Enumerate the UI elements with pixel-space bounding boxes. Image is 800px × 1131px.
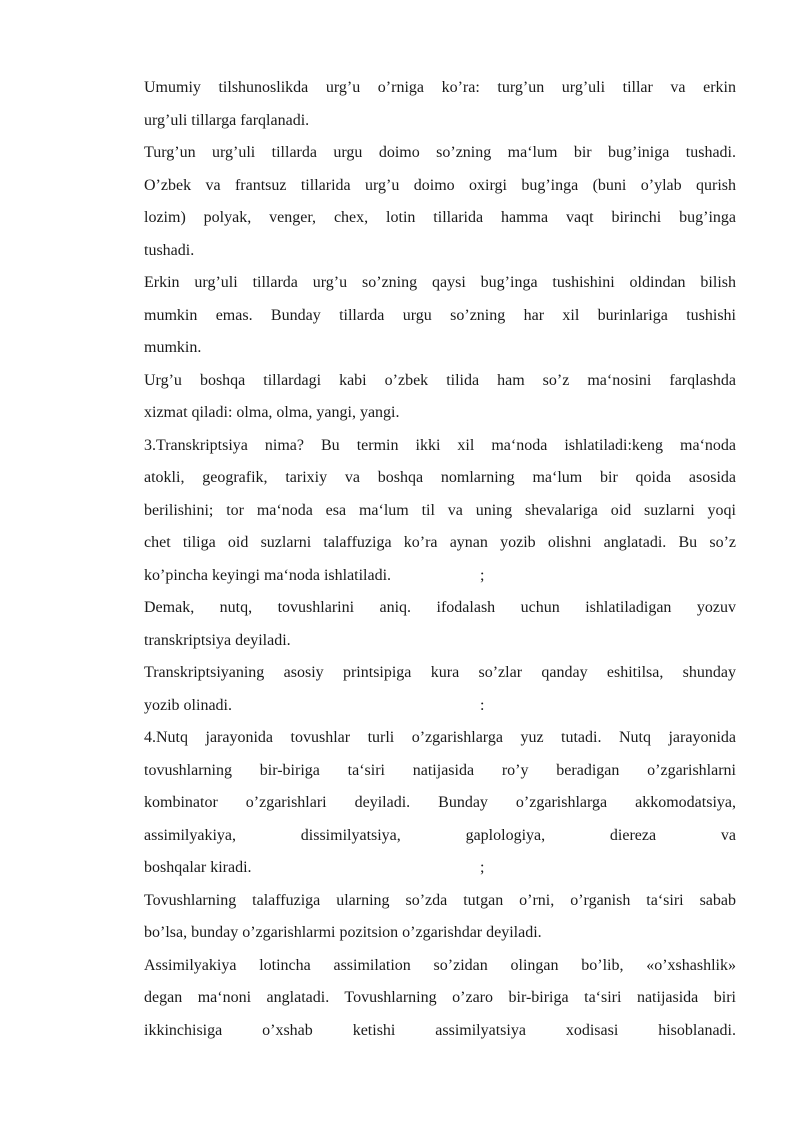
text-line-8: mumkin emas. Bunday tillarda urgu so’zning har xil burinlariga tushishi <box>144 306 736 324</box>
text-line-30: ikkinchisiga o’xshab ketishi assimilyatsiya xodisasi hisoblanadi. <box>144 1021 736 1039</box>
trailing-semicolon-mark-2: ; <box>480 859 485 876</box>
text-line-17: Demak, nutq, tovushlarini aniq. ifodalash uchun ishlatiladigan yozuv <box>144 599 736 616</box>
text-line-28: Assimilyakiya lotincha assimilation so’zidan olingan bo’lib, «o’xshashlik» <box>144 956 736 974</box>
text-line-1: Umumiy tilshunoslikda urg’u o’rniga ko’ra: turg’un urg’uli tillar va erkin <box>144 79 736 96</box>
text-line-24: assimilyakiya, dissimilyatsiya, gaplologiya, diereza va <box>144 826 736 844</box>
text-line-6: tushadi. <box>144 241 195 259</box>
text-line-4: O’zbek va frantsuz tillarida urg’u doimo oxirgi bug’inga (buni o’ylab qurish <box>144 176 736 194</box>
trailing-colon-mark: : <box>480 696 485 714</box>
text-line-21: 4.Nutq jarayonida tovushlar turli o’zgarishlarga yuz tutadi. Nutq jarayonida <box>144 729 736 746</box>
text-line-18: transkriptsiya deyiladi. <box>144 631 291 649</box>
text-line-20-content: yozib olinadi. <box>144 696 232 714</box>
text-line-25 <box>144 852 736 885</box>
text-line-3: Turg’un urg’uli tillarda urgu doimo so’zning ma‘lum bir bug’iniga tushadi. <box>144 144 736 161</box>
text-line-25-content: boshqalar kiradi. <box>144 859 252 876</box>
text-line-22: tovushlarning bir-biriga ta‘siri natijasida ro’y beradigan o’zgarishlarni <box>144 761 736 779</box>
text-line-20 <box>144 690 736 723</box>
text-line-15: chet tiliga oid suzlarni talaffuziga ko’ra aynan yozib olishni anglatadi. Bu so’z <box>144 534 736 551</box>
text-line-23: kombinator o’zgarishlari deyiladi. Bunday o’zgarishlarga akkomodatsiya, <box>144 794 736 811</box>
trailing-semicolon-mark: ; <box>480 566 485 584</box>
text-line-27: bo’lsa, bunday o’zgarishlarmi pozitsion o’zgarishdar deyiladi. <box>144 924 542 941</box>
text-line-13: atokli, geografik, tarixiy va boshqa nomlarning ma‘lum bir qoida asosida <box>144 469 736 486</box>
text-line-12: 3.Transkriptsiya nima? Bu termin ikki xil ma‘noda ishlatiladi:keng ma‘noda <box>144 436 736 454</box>
text-line-16-content: ko’pincha keyingi ma‘noda ishlatiladi. <box>144 566 392 584</box>
text-line-26: Tovushlarning talaffuziga ularning so’zda tutgan o’rni, o’rganish ta‘siri sabab <box>144 891 736 909</box>
text-line-7: Erkin urg’uli tillarda urg’u so’zning qaysi bug’inga tushishini oldindan bilish <box>144 274 736 291</box>
text-line-10: Urg’u boshqa tillardagi kabi o’zbek tilida ham so’z ma‘nosini farqlashda <box>144 371 736 389</box>
text-line-19: Transkriptsiyaning asosiy printsipiga kura so’zlar qanday eshitilsa, shunday <box>144 664 736 681</box>
text-line-2: urg’uli tillarga farqlanadi. <box>144 111 310 129</box>
text-line-29: degan ma‘noni anglatadi. Tovushlarning o’zaro bir-biriga ta‘siri natijasida biri <box>144 989 736 1006</box>
text-line-11: xizmat qiladi: olma, olma, yangi, yangi. <box>144 404 400 421</box>
text-line-9: mumkin. <box>144 339 202 356</box>
text-line-14: berilishini; tor ma‘noda esa ma‘lum til va uning shevalariga oid suzlarni yoqi <box>144 501 736 519</box>
text-line-5: lozim) polyak, venger, chex, lotin tillarida hamma vaqt birinchi bug’inga <box>144 209 736 226</box>
document-page <box>144 72 736 1047</box>
text-line-16 <box>144 560 736 593</box>
